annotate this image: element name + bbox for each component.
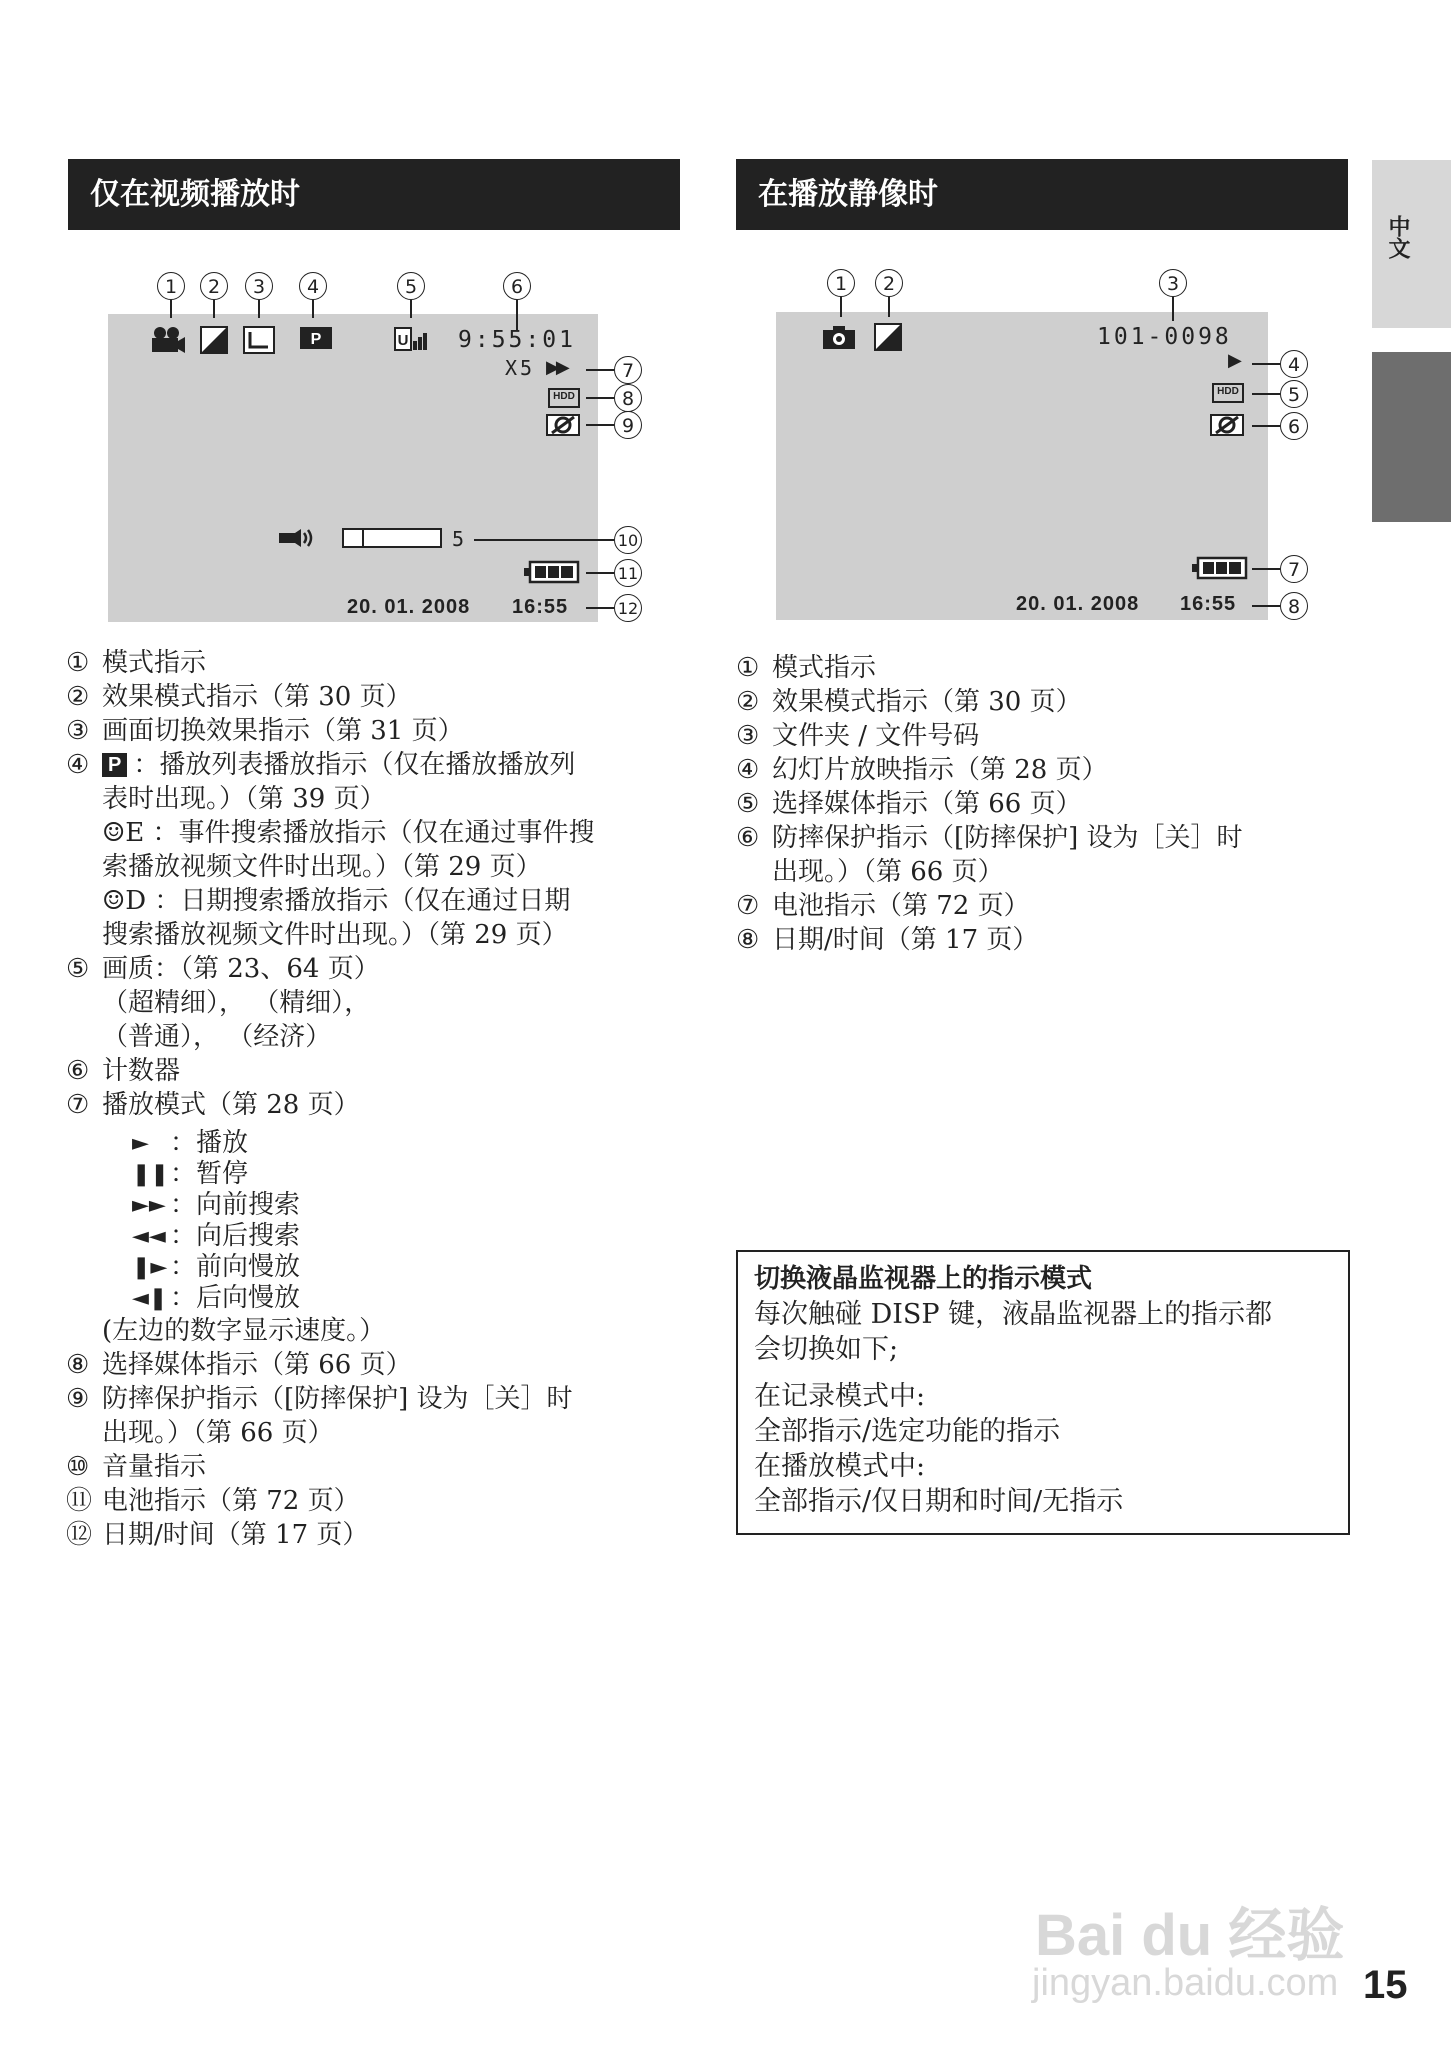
svg-text:U: U <box>397 332 409 349</box>
callout-10: 10 <box>614 526 642 554</box>
language-label: 中文 <box>1385 215 1410 259</box>
callout-8: 8 <box>614 384 642 412</box>
note-title: 切换液晶监视器上的指示模式 <box>754 1264 1093 1294</box>
watermark-brand: Bai du 经验 <box>1035 1903 1345 1968</box>
play-icon: ► <box>132 1131 149 1156</box>
hdd-icon: HDD <box>1212 383 1244 403</box>
watermark-url: jingyan.baidu.com <box>1032 1962 1339 2004</box>
mode-item: ◄◄ ：向后搜索 <box>132 1221 301 1251</box>
list-item: ☺D ：日期搜索播放指示（仅在通过日期 <box>102 886 571 916</box>
callout-2: 2 <box>875 269 903 297</box>
playback-speed: X5 <box>505 356 536 380</box>
reverse-slow-icon: ◄❚ <box>132 1286 168 1311</box>
callout-4: 4 <box>1280 350 1308 378</box>
slideshow-play-icon: ▶ <box>1228 350 1242 371</box>
date-display: 20. 01. 2008 <box>347 596 471 618</box>
mode-item: ❚❚ ：暂停 <box>132 1159 249 1189</box>
callout-3: 3 <box>1159 269 1187 297</box>
left-section-header: 仅在视频播放时 <box>68 159 680 230</box>
list-item: ① 模式指示 <box>736 653 877 683</box>
list-item: ⑩ 音量指示 <box>66 1452 207 1482</box>
callout-7: 7 <box>1280 555 1308 583</box>
list-item: ⑤ 选择媒体指示（第 66 页） <box>736 789 1082 819</box>
volume-level: 5 <box>452 527 468 551</box>
callout-1: 1 <box>157 272 185 300</box>
list-item: ⑨ 防摔保护指示（[防摔保护] 设为［关］时 <box>66 1384 573 1414</box>
callout-1: 1 <box>827 269 855 297</box>
playlist-p-icon <box>300 327 332 349</box>
battery-icon <box>1192 556 1248 580</box>
forward-slow-icon: ❚► <box>132 1255 168 1280</box>
right-legend-list: ① 模式指示 ② 效果模式指示（第 30 页） ③ 文件夹 / 文件号码 ④ 幻灯片放映指示（第 28 页） ⑤ 选择媒体指示（第 66 页） ⑥ 防摔保护指示（[防摔保护] 设为［关］时 出现。）（第 66 页） ⑦ 电池指示（第 72 页） ⑧ 日期/时间（第 17 页） <box>736 651 1356 957</box>
callout-6: 6 <box>503 272 531 300</box>
mode-item: ❚► ：前向慢放 <box>132 1252 301 1282</box>
mode-item: ►► ：向前搜索 <box>132 1190 301 1220</box>
page-number: 15 <box>1363 1963 1408 2007</box>
list-item: ⑧ 日期/时间（第 17 页） <box>736 925 1039 955</box>
list-item: ③ 文件夹 / 文件号码 <box>736 721 980 751</box>
folder-file-number: 101-0098 <box>1097 324 1232 350</box>
volume-bar <box>342 528 442 548</box>
mode-item: ► ：播放 <box>132 1128 249 1158</box>
list-item: ④ P ：播放列表播放指示（仅在播放播放列 <box>66 750 576 780</box>
list-item: ☺E ：事件搜索播放指示（仅在通过事件搜 <box>102 818 595 848</box>
callout-11: 11 <box>614 559 642 587</box>
callout-8: 8 <box>1280 592 1308 620</box>
fall-protection-icon <box>546 414 580 436</box>
counter: 9:55:01 <box>458 327 576 353</box>
forward-search-icon: ►► <box>132 1193 166 1218</box>
list-item: ④ 幻灯片放映指示（第 28 页） <box>736 755 1108 785</box>
callout-9: 9 <box>614 411 642 439</box>
left-legend-list: ① 模式指示 ② 效果模式指示（第 30 页） ③ 画面切换效果指示（第 31 页） ④ P ：播放列表播放指示（仅在播放播放列 表时出现。）（第 39 页） ☺E ：事件搜索播放指示（仅在通过事件搜 索播放视频文件时出现。）（第 29 页） ☺D ：日期搜索播放指示（仅在通过日期 搜索播放视频文件时出现。）（第 29 页） ⑤ 画质：（第 23、64 页） （超精细）， （精细）， （普通）， （经济） ⑥ 计数器 ⑦ 播放模式（第 28 页） ► ：播放 ❚❚ ：暂停 ►► ：向前搜索 ◄◄ ：向后搜索 ❚► ：前向慢放 ◄❚ ：后向慢放 (左边的数字显示速度。） ⑧ 选择媒体指示（第 66 页） ⑨ 防摔保护指示（[防摔保护] 设为［关］时 出现。）（第 66 页） ⑩ 音量指示 ⑪ 电池指示（第 72 页） ⑫ 日期/时间（第 17 页） <box>66 646 686 1552</box>
list-item: ② 效果模式指示（第 30 页） <box>66 682 412 712</box>
effect-mode-icon <box>874 323 902 351</box>
pause-icon: ❚❚ <box>132 1162 169 1187</box>
speaker-icon <box>279 527 315 549</box>
list-item: ② 效果模式指示（第 30 页） <box>736 687 1082 717</box>
date-display: 20. 01. 2008 <box>1016 593 1140 615</box>
effect-mode-icon <box>200 326 228 354</box>
display-mode-note: 切换液晶监视器上的指示模式 每次触碰 DISP 键，液晶监视器上的指示都 会切换如下; 在记录模式中: 全部指示/选定功能的指示 在播放模式中: 全部指示/仅日期和时间/无指示 <box>736 1250 1350 1535</box>
camera-icon <box>822 324 856 350</box>
callout-5: 5 <box>1280 380 1308 408</box>
list-item: ⑥ 防摔保护指示（[防摔保护] 设为［关］时 <box>736 823 1243 853</box>
list-item: ⑪ 电池指示（第 72 页） <box>66 1486 360 1516</box>
reverse-search-icon: ◄◄ <box>132 1224 166 1249</box>
fall-protection-icon <box>1210 414 1244 436</box>
modes-note: (左边的数字显示速度。） <box>102 1316 386 1346</box>
callout-6: 6 <box>1280 412 1308 440</box>
list-item: ⑤ 画质：（第 23、64 页） <box>66 954 380 984</box>
mode-item: ◄❚ ：后向慢放 <box>132 1283 301 1313</box>
hdd-icon: HDD <box>548 388 580 408</box>
video-camera-icon <box>150 326 186 354</box>
time-display: 16:55 <box>512 596 569 618</box>
callout-3: 3 <box>245 272 273 300</box>
playlist-p-icon: P <box>102 753 127 777</box>
list-item: ⑦ 播放模式（第 28 页） <box>66 1090 360 1120</box>
playback-modes <box>66 1128 686 1314</box>
list-item: ③ 画面切换效果指示（第 31 页） <box>66 716 464 746</box>
callout-4: 4 <box>299 272 327 300</box>
callout-2: 2 <box>200 272 228 300</box>
callout-7: 7 <box>614 356 642 384</box>
right-section-header: 在播放静像时 <box>736 159 1348 230</box>
list-item: ⑧ 选择媒体指示（第 66 页） <box>66 1350 412 1380</box>
callout-5: 5 <box>397 272 425 300</box>
callout-12: 12 <box>614 594 642 622</box>
battery-icon <box>524 560 580 584</box>
list-item: ⑥ 计数器 <box>66 1056 181 1086</box>
fast-forward-icon: ▶▶ <box>546 357 566 378</box>
quality-ultra-fine-icon <box>394 327 428 351</box>
list-item: ⑦ 电池指示（第 72 页） <box>736 891 1030 921</box>
svg-text:P: P <box>310 331 322 348</box>
list-item: ① 模式指示 <box>66 648 207 678</box>
wipe-effect-icon <box>243 326 275 354</box>
list-item: ⑫ 日期/时间（第 17 页） <box>66 1520 369 1550</box>
time-display: 16:55 <box>1180 593 1237 615</box>
section-tab <box>1372 352 1451 522</box>
